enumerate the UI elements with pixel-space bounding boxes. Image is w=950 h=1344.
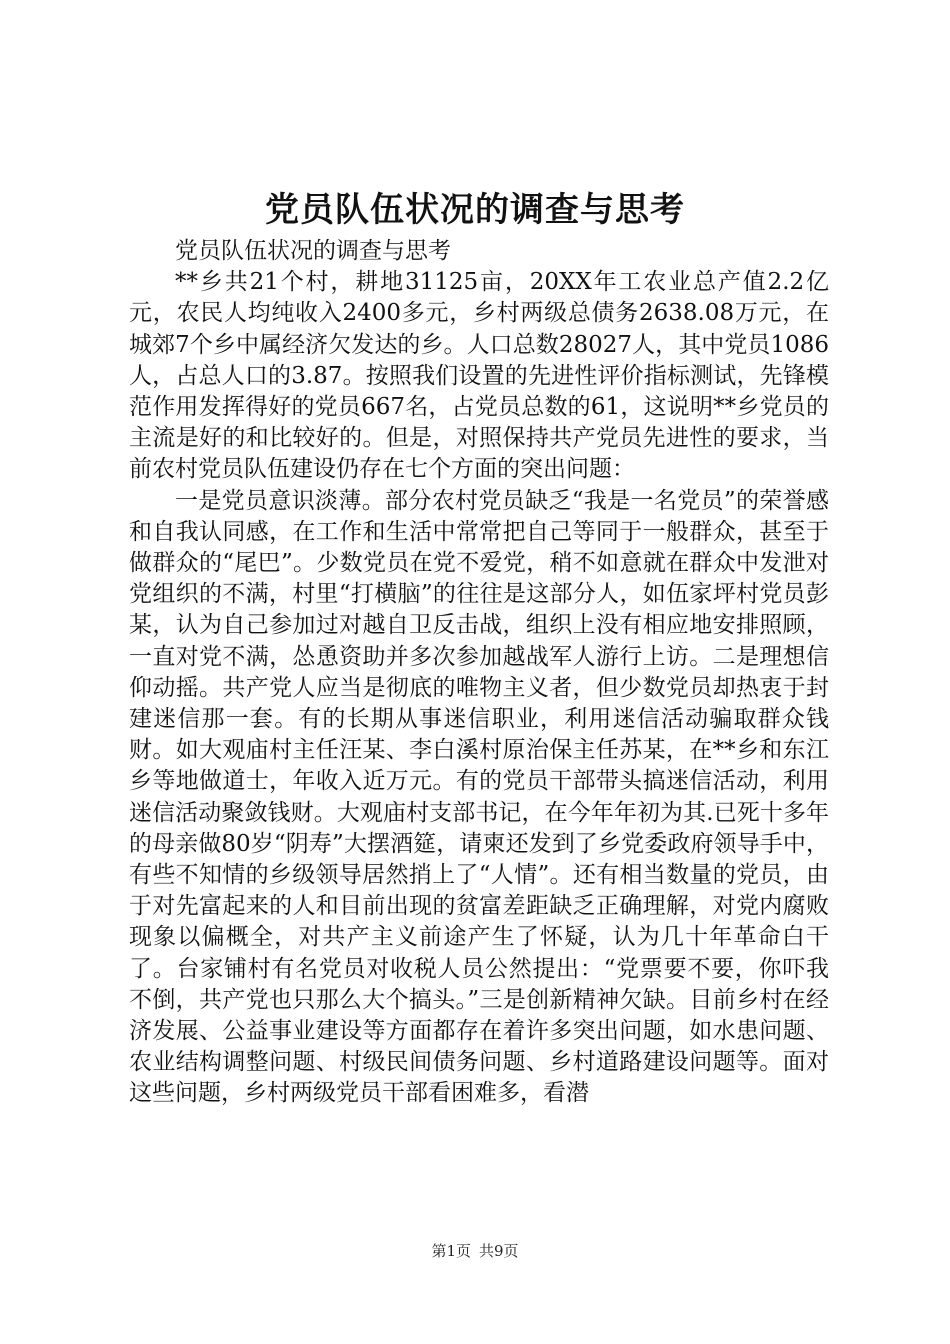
body-paragraph: 一是党员意识淡薄。部分农村党员缺乏“我是一名党员”的荣誉感和自我认同感，在工作和生活中常常把自己等同于一般群众，甚至于做群众的“尾巴”。少数党员在党不爱党，稍不如意就在群众中发泄对党组织的不满，村里“打横脑”的往往是这部分人，如伍家坪村党员彭某，认为自己参加过对越自卫反击战，组织上没有相应地安排照顾，一直对党不满，怂恿资助并多次参加越战军人游行上访。二是理想信仰动摇。共产党人应当是彻底的唯物主义者，但少数党员却热衷于封建迷信那一套。有的长期从事迷信职业，利用迷信活动骗取群众钱财。如大观庙村主任汪某、李白溪村原治保主任苏某，在**乡和东江乡等地做道士，年收入近万元。有的党员干部带头搞迷信活动，利用迷信活动聚敛钱财。大观庙村支部书记，在今年年初为其.已死十多年的母亲做80岁“阴寿”大摆酒筵，请柬还发到了乡党委政府领导手中，有些不知情的乡级领导居然捎上了“人情”。还有相当数量的党员，由于对先富起来的人和目前出现的贫富差距缺乏正确理解，对党内腐败现象以偏概全，对共产主义前途产生了怀疑，认为几十年革命白干了。台家铺村有名党员对收税人员公然提出：“党票要不要，你吓我不倒，共产党也只那么大个搞头。”三是创新精神欠缺。目前乡村在经济发展、公益事业建设等方面都存在着许多突出问题，如水患问题、农业结构调整问题、村级民间债务问题、乡村道路建设问题等。面对这些问题，乡村两级党员干部看困难多，看潜	[129, 487, 829, 1107]
document-body	[129, 236, 829, 1110]
body-paragraph: **乡共21个村，耕地31125亩，20XX年工农业总产值2.2亿元，农民人均纯收入2400多元，乡村两级总债务2638.08万元，在城郊7个乡中属经济欠发达的乡。人口总数28027人，其中党员1086人，占总人口的3.87。按照我们设置的先进性评价指标测试，先锋模范作用发挥得好的党员667名，占党员总数的61，这说明**乡党员的主流是好的和比较好的。但是，对照保持共产党员先进性的要求，当前农村党员队伍建设仍存在七个方面的突出问题：	[129, 269, 829, 483]
page-footer	[0, 1240, 950, 1262]
body-paragraph: 党员队伍状况的调查与思考	[175, 238, 451, 264]
page-total: 共9页	[479, 1242, 519, 1260]
document-title: 党员队伍状况的调查与思考	[265, 190, 685, 230]
page-number: 第1页	[431, 1242, 471, 1260]
